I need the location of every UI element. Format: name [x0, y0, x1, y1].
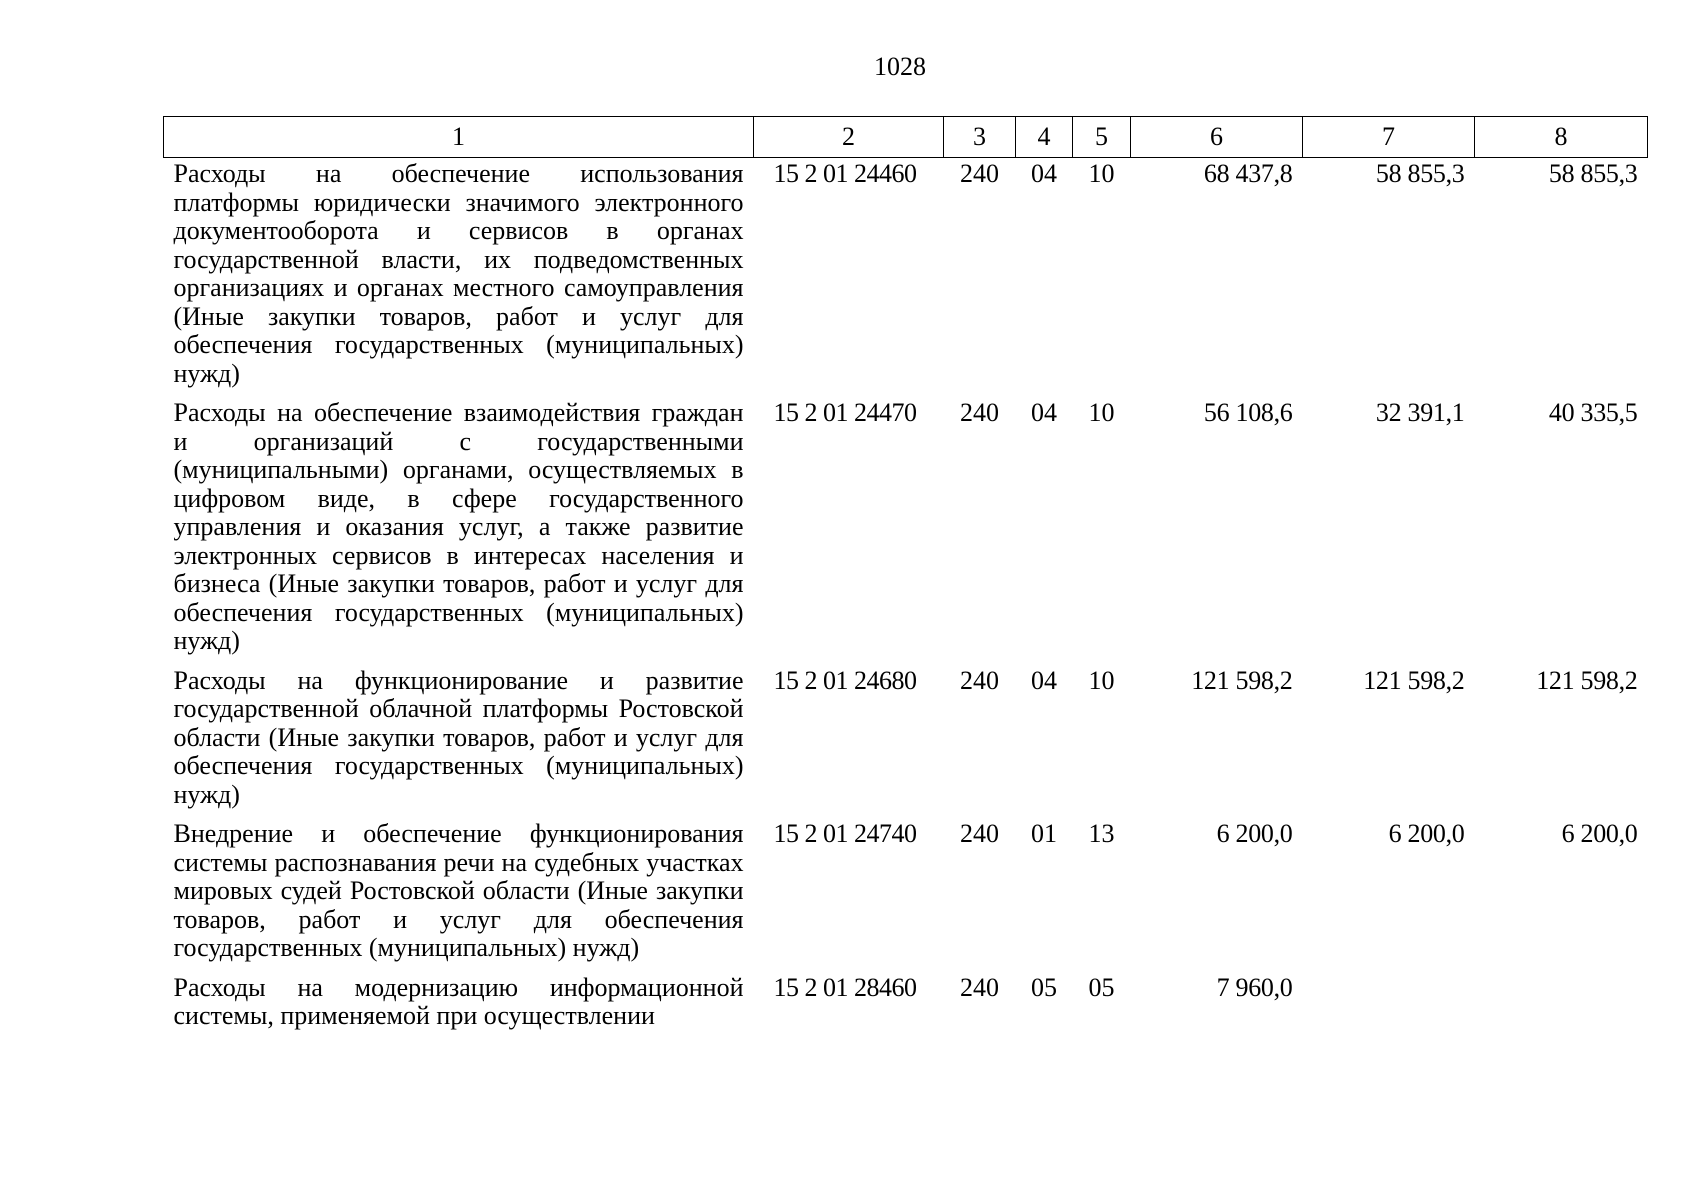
expense-type-code: 240 [960, 665, 999, 695]
page-number: 1028 [874, 52, 926, 81]
target-article-code: 15 2 01 24460 [773, 159, 917, 188]
amount-col-6: 121 598,2 [1191, 665, 1293, 695]
amount-col-6: 56 108,6 [1203, 398, 1293, 427]
expense-description: Расходы на обеспечение взаимодействия граждан и организаций с государственными (муниципальными) органами, осуществляемых в цифровом виде, в сфере государственного управления и оказания услуг, а также развитие электронных сервисов в интересах населения и бизнеса (Иные закупки товаров, работ и услуг для обеспечения государственных (муниципальных) нужд) [173, 398, 744, 655]
expense-type-code: 240 [960, 972, 999, 1002]
target-article-code: 15 2 01 24470 [773, 398, 917, 427]
expense-description: Расходы на обеспечение использования платформы юридически значимого электронного документооборота и сервисов в органах государственной власти, их подведомственных организациях и органах местного самоуправления (Иные закупки товаров, работ и услуг для обеспечения государственных (муниципальных) нужд) [173, 159, 744, 388]
section-code: 05 [1031, 972, 1057, 1002]
amount-col-6: 7 960,0 [1216, 972, 1293, 1002]
amount-col-7: 6 200,0 [1388, 819, 1465, 848]
column-header: 8 [1475, 117, 1648, 158]
table-row [164, 972, 1648, 1040]
section-code: 04 [1031, 159, 1057, 188]
amount-col-6: 6 200,0 [1216, 819, 1293, 848]
table-row [164, 818, 1648, 972]
table-row [164, 665, 1648, 819]
expense-type-code: 240 [960, 819, 999, 848]
amount-col-7: 58 855,3 [1375, 159, 1465, 188]
amount-col-8 [1475, 972, 1648, 1040]
amount-col-6: 68 437,8 [1203, 159, 1293, 188]
subsection-code: 10 [1088, 665, 1115, 695]
amount-col-7: 121 598,2 [1363, 665, 1465, 695]
table-row [164, 158, 1648, 398]
budget-table [163, 116, 1648, 1040]
amount-col-7 [1303, 972, 1475, 1040]
column-header: 2 [754, 117, 944, 158]
amount-col-8: 58 855,3 [1548, 159, 1638, 188]
table-header-row [164, 117, 1648, 158]
subsection-code: 10 [1088, 398, 1115, 427]
column-header: 1 [164, 117, 754, 158]
column-header: 6 [1131, 117, 1303, 158]
expense-description: Расходы на модернизацию информационной системы, применяемой при осуществлении [173, 972, 744, 1030]
amount-col-7: 32 391,1 [1375, 398, 1465, 427]
target-article-code: 15 2 01 28460 [773, 972, 917, 1002]
expense-description: Внедрение и обеспечение функционирования системы распознавания речи на судебных участках мировых судей Ростовской области (Иные закупки товаров, работ и услуг для обеспечения государственных (муниципальных) нужд) [173, 819, 744, 962]
column-header: 7 [1303, 117, 1475, 158]
expense-type-code: 240 [960, 398, 999, 427]
column-header: 5 [1073, 117, 1131, 158]
subsection-code: 05 [1088, 972, 1115, 1002]
target-article-code: 15 2 01 24680 [773, 665, 917, 695]
subsection-code: 13 [1088, 819, 1115, 848]
budget-table-container [163, 116, 1647, 1040]
section-code: 04 [1031, 665, 1057, 695]
target-article-code: 15 2 01 24740 [773, 819, 917, 848]
section-code: 04 [1031, 398, 1057, 427]
column-header: 4 [1016, 117, 1073, 158]
subsection-code: 10 [1088, 159, 1115, 188]
amount-col-8: 40 335,5 [1548, 398, 1638, 427]
section-code: 01 [1031, 819, 1057, 848]
column-header: 3 [944, 117, 1016, 158]
amount-col-8: 6 200,0 [1561, 819, 1638, 848]
table-row [164, 397, 1648, 665]
amount-col-8: 121 598,2 [1536, 665, 1638, 695]
expense-description: Расходы на функционирование и развитие государственной облачной платформы Ростовской области (Иные закупки товаров, работ и услуг для обеспечения государственных (муниципальных) нужд) [173, 665, 744, 809]
expense-type-code: 240 [960, 159, 999, 188]
